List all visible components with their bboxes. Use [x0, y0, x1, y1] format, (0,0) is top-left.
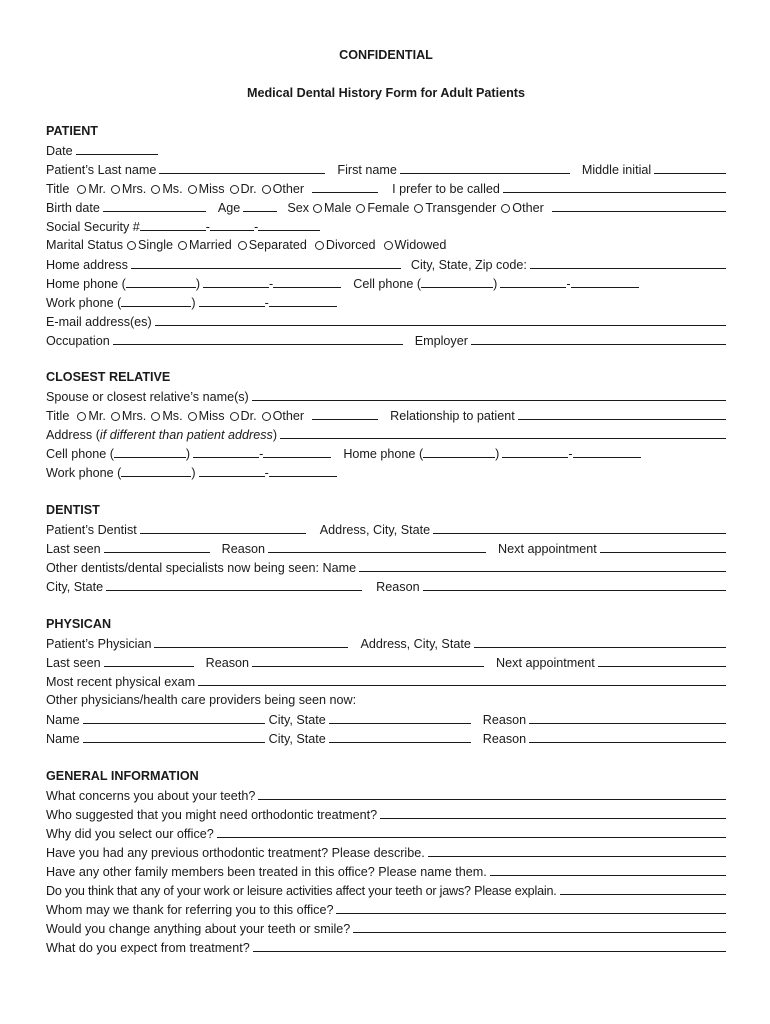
question-row [46, 938, 726, 957]
relative-home-label: Home phone ( [343, 447, 424, 461]
middle-initial-field[interactable] [654, 160, 726, 174]
marital-option-single[interactable]: Single [127, 236, 173, 255]
last-name-label: Patient’s Last name [46, 163, 157, 177]
dentist-row [46, 520, 726, 539]
name-field[interactable] [83, 710, 265, 724]
physician-visit-row [46, 653, 726, 672]
patient-section [46, 122, 726, 350]
home-phone-area-field[interactable] [126, 274, 196, 288]
radio-icon[interactable] [501, 204, 510, 213]
dentist-visit-row [46, 539, 726, 558]
cell-phone-line-field[interactable] [571, 274, 639, 288]
general-information-section [46, 767, 726, 957]
reason-field[interactable] [423, 577, 726, 591]
sex-label: Sex [287, 201, 310, 215]
reason-field[interactable] [268, 539, 486, 553]
physician-row [46, 634, 726, 653]
next-appointment-label: Next appointment [498, 542, 597, 556]
name-label: Name [46, 732, 80, 746]
physician-section [46, 615, 726, 748]
next-appointment-field[interactable] [598, 653, 726, 667]
reason-label: Reason [482, 713, 527, 727]
reason-label: Reason [221, 542, 266, 556]
occupation-label: Occupation [46, 334, 110, 348]
title-option-other[interactable]: Other [262, 407, 305, 426]
city-state-field[interactable] [106, 577, 362, 591]
relative-home-area-field[interactable] [423, 444, 495, 458]
date-label: Date [46, 144, 73, 158]
answer-field[interactable] [490, 862, 726, 876]
city-state-label: City, State [268, 732, 326, 746]
marital-option-divorced[interactable]: Divorced [315, 236, 376, 255]
home-phone-label: Home phone ( [46, 277, 126, 291]
marital-option-widowed[interactable]: Widowed [384, 236, 447, 255]
question-row [46, 881, 726, 900]
name-field[interactable] [83, 729, 265, 743]
reason-field[interactable] [529, 710, 726, 724]
sex-other-field[interactable] [552, 198, 726, 212]
email-label: E-mail address(es) [46, 315, 152, 329]
address-note: if different than patient address [99, 428, 273, 442]
radio-icon[interactable] [230, 412, 239, 421]
other-physicians-label: Other physicians/health care providers being seen now: [46, 693, 357, 707]
patients-dentist-field[interactable] [140, 520, 306, 534]
phones-row: Home phone ( ) - Cell phone ( ) - [46, 274, 726, 293]
sex-option-female[interactable]: Female [356, 199, 409, 218]
recent-exam-field[interactable] [198, 672, 726, 686]
radio-icon[interactable] [111, 412, 120, 421]
radio-icon[interactable] [262, 412, 271, 421]
prefer-label: I prefer to be called [392, 182, 500, 196]
work-phone-area-field[interactable] [121, 293, 191, 307]
age-label: Age [217, 201, 241, 215]
answer-field[interactable] [336, 900, 726, 914]
form-title: Medical Dental History Form for Adult Patients [246, 86, 526, 100]
title-option-miss[interactable]: Miss [188, 407, 225, 426]
patients-physician-label: Patient’s Physician [46, 637, 152, 651]
spouse-row [46, 387, 726, 406]
title-other-field[interactable] [312, 179, 378, 193]
cell-phone-label: Cell phone ( [353, 277, 422, 291]
relationship-label: Relationship to patient [390, 409, 515, 423]
cell-phone-prefix-field[interactable] [500, 274, 566, 288]
date-row [46, 141, 726, 160]
spouse-label: Spouse or closest relative’s name(s) [46, 390, 249, 404]
question-text: Why did you select our office? [46, 827, 214, 841]
radio-icon[interactable] [262, 185, 271, 194]
sex-option-other[interactable]: Other [501, 199, 544, 218]
relationship-field[interactable] [518, 406, 726, 420]
relative-phones-row: Cell phone ( ) - Home phone ( ) - [46, 444, 726, 463]
ssn-field-3[interactable] [258, 217, 320, 231]
last-seen-field[interactable] [104, 653, 194, 667]
reason-field[interactable] [252, 653, 484, 667]
answer-field[interactable] [428, 843, 726, 857]
question-text: Whom may we thank for referring you to this office? [46, 903, 334, 917]
work-phone-prefix-field[interactable] [199, 293, 265, 307]
email-row [46, 312, 726, 331]
name-row [46, 160, 726, 179]
physician-address-label: Address, City, State [360, 637, 471, 651]
section-heading: DENTIST [46, 503, 100, 517]
ssn-field-2[interactable] [210, 217, 254, 231]
title-other-field[interactable] [312, 406, 378, 420]
ssn-label: Social Security # [46, 220, 140, 234]
title-option-mr[interactable]: Mr. [77, 180, 106, 199]
question-text: Have any other family members been treated in this office? Please name them. [46, 865, 487, 879]
last-seen-label: Last seen [46, 656, 101, 670]
answer-field[interactable] [258, 786, 726, 800]
birth-date-field[interactable] [103, 198, 206, 212]
answer-field[interactable] [560, 881, 726, 895]
other-dentists-field[interactable] [359, 558, 726, 572]
occupation-row [46, 331, 726, 350]
city-state-zip-label: City, State, Zip code: [410, 258, 527, 272]
question-row [46, 824, 726, 843]
relative-cell-line-field[interactable] [263, 444, 331, 458]
question-text: Do you think that any of your work or leisure activities affect your teeth or jaws? Please explain. [46, 884, 557, 898]
question-text: Have you had any previous orthodontic treatment? Please describe. [46, 846, 425, 860]
home-phone-prefix-field[interactable] [203, 274, 269, 288]
provider-row [46, 710, 726, 729]
relative-address-row: Address ( if different than patient address ) [46, 425, 726, 444]
home-address-field[interactable] [131, 255, 401, 269]
answer-field[interactable] [353, 919, 726, 933]
question-row [46, 862, 726, 881]
recent-exam-row [46, 672, 726, 691]
home-phone-line-field[interactable] [273, 274, 341, 288]
reason-label: Reason [482, 732, 527, 746]
physician-address-field[interactable] [474, 634, 726, 648]
city-state-field[interactable] [329, 729, 471, 743]
question-text: What concerns you about your teeth? [46, 789, 256, 803]
work-phone-label: Work phone ( [46, 296, 122, 310]
relative-cell-label: Cell phone ( [46, 447, 114, 461]
relative-work-prefix-field[interactable] [199, 463, 265, 477]
question-row [46, 919, 726, 938]
prefer-field[interactable] [503, 179, 726, 193]
first-name-label: First name [337, 163, 397, 177]
relative-address-field[interactable] [280, 425, 726, 439]
home-address-label: Home address [46, 258, 128, 272]
radio-icon[interactable] [356, 204, 365, 213]
last-seen-label: Last seen [46, 542, 101, 556]
date-field[interactable] [76, 141, 158, 155]
section-heading: GENERAL INFORMATION [46, 769, 199, 783]
middle-initial-label: Middle initial [581, 163, 652, 177]
first-name-field[interactable] [400, 160, 570, 174]
patients-dentist-label: Patient’s Dentist [46, 523, 137, 537]
employer-label: Employer [414, 334, 468, 348]
marital-option-married[interactable]: Married [178, 236, 232, 255]
city-state-label: City, State [46, 580, 104, 594]
employer-field[interactable] [471, 331, 726, 345]
relative-address-label: Address ( [46, 428, 100, 442]
other-physicians-row [46, 691, 726, 710]
radio-icon[interactable] [77, 185, 86, 194]
section-heading: PATIENT [46, 124, 99, 138]
title-option-ms[interactable]: Ms. [151, 180, 182, 199]
relative-cell-prefix-field[interactable] [193, 444, 259, 458]
city-state-label: City, State [268, 713, 326, 727]
relative-cell-area-field[interactable] [114, 444, 186, 458]
relative-work-line-field[interactable] [269, 463, 337, 477]
cell-phone-area-field[interactable] [421, 274, 493, 288]
marital-option-separated[interactable]: Separated [238, 236, 307, 255]
answer-field[interactable] [253, 938, 726, 952]
sex-option-male[interactable]: Male [313, 199, 351, 218]
work-phone-line-field[interactable] [269, 293, 337, 307]
radio-icon[interactable] [414, 204, 423, 213]
question-row [46, 900, 726, 919]
question-row [46, 805, 726, 824]
last-seen-field[interactable] [104, 539, 210, 553]
radio-icon[interactable] [111, 185, 120, 194]
title-option-other[interactable]: Other [262, 180, 305, 199]
radio-icon[interactable] [188, 412, 197, 421]
birth-date-label: Birth date [46, 201, 100, 215]
relative-home-line-field[interactable] [573, 444, 641, 458]
relative-work-row: Work phone ( ) - [46, 463, 726, 482]
birth-row [46, 198, 726, 217]
radio-icon[interactable] [188, 185, 197, 194]
next-appointment-field[interactable] [600, 539, 726, 553]
city-state-field[interactable] [329, 710, 471, 724]
question-text: Who suggested that you might need orthodontic treatment? [46, 808, 378, 822]
title-label: Title [46, 409, 70, 423]
email-field[interactable] [155, 312, 726, 326]
title-option-dr[interactable]: Dr. [230, 407, 257, 426]
title-option-mr[interactable]: Mr. [77, 407, 106, 426]
city-state-zip-field[interactable] [530, 255, 726, 269]
title-option-mrs[interactable]: Mrs. [111, 180, 146, 199]
relative-work-area-field[interactable] [121, 463, 191, 477]
other-dentists-label: Other dentists/dental specialists now being seen: Name [46, 561, 357, 575]
next-appointment-label: Next appointment [496, 656, 595, 670]
radio-icon[interactable] [151, 412, 160, 421]
sex-option-transgender[interactable]: Transgender [414, 199, 496, 218]
reason-label: Reason [376, 580, 420, 594]
question-row [46, 843, 726, 862]
title-option-mrs[interactable]: Mrs. [111, 407, 146, 426]
reason-field[interactable] [529, 729, 726, 743]
relative-home-prefix-field[interactable] [502, 444, 568, 458]
radio-icon[interactable] [151, 185, 160, 194]
home-address-row [46, 255, 726, 274]
relative-title-row [46, 406, 726, 425]
answer-field[interactable] [217, 824, 726, 838]
relative-work-label: Work phone ( [46, 466, 122, 480]
section-heading: CLOSEST RELATIVE [46, 370, 171, 384]
confidential-label: CONFIDENTIAL [339, 48, 433, 62]
occupation-field[interactable] [113, 331, 403, 345]
dentist-address-field[interactable] [433, 520, 726, 534]
title-row [46, 179, 726, 198]
closest-relative-section [46, 368, 726, 482]
title-option-ms[interactable]: Ms. [151, 407, 182, 426]
radio-icon[interactable] [315, 241, 324, 250]
title-option-dr[interactable]: Dr. [230, 180, 257, 199]
ssn-field-1[interactable] [140, 217, 206, 231]
question-row [46, 786, 726, 805]
dentist-section [46, 501, 726, 596]
radio-icon[interactable] [127, 241, 136, 250]
other-dentists-row [46, 558, 726, 577]
dentist-city-row [46, 577, 726, 596]
ssn-row: Social Security # - - [46, 217, 726, 236]
work-phone-row: Work phone ( ) - [46, 293, 726, 312]
radio-icon[interactable] [384, 241, 393, 250]
title-label: Title [46, 182, 70, 196]
answer-field[interactable] [380, 805, 726, 819]
radio-icon[interactable] [313, 204, 322, 213]
question-text: Would you change anything about your teeth or smile? [46, 922, 351, 936]
spouse-field[interactable] [252, 387, 726, 401]
reason-label: Reason [205, 656, 250, 670]
title-option-miss[interactable]: Miss [188, 180, 225, 199]
recent-exam-label: Most recent physical exam [46, 675, 196, 689]
provider-row [46, 729, 726, 748]
age-field[interactable] [243, 198, 277, 212]
radio-icon[interactable] [178, 241, 187, 250]
section-heading: PHYSICAN [46, 617, 112, 631]
patients-physician-field[interactable] [154, 634, 348, 648]
last-name-field[interactable] [159, 160, 325, 174]
marital-label: Marital Status [46, 238, 123, 252]
name-label: Name [46, 713, 80, 727]
question-text: What do you expect from treatment? [46, 941, 250, 955]
radio-icon[interactable] [238, 241, 247, 250]
radio-icon[interactable] [77, 412, 86, 421]
radio-icon[interactable] [230, 185, 239, 194]
dentist-address-label: Address, City, State [319, 523, 431, 537]
marital-row [46, 236, 726, 255]
